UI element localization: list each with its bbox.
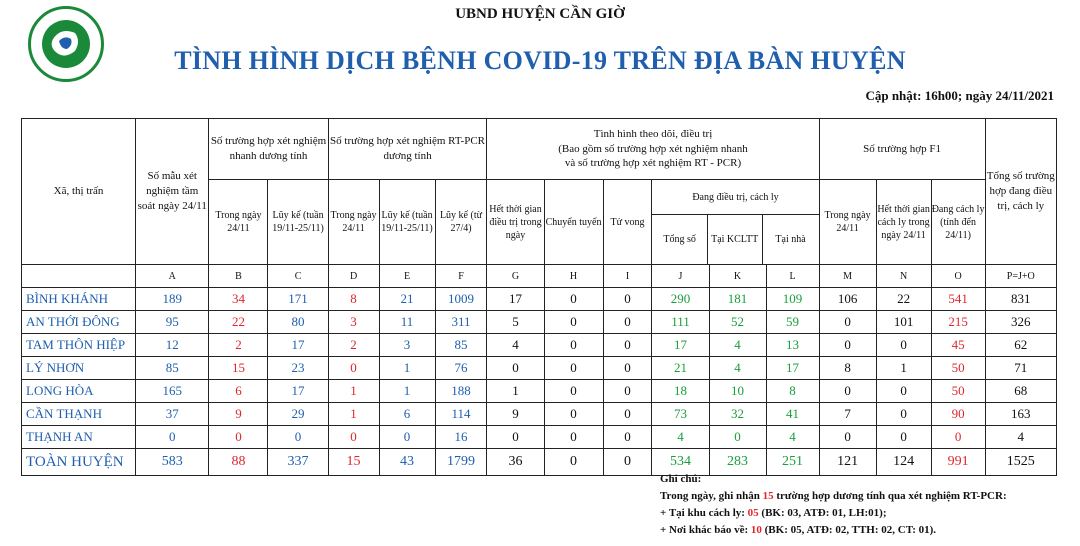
value-cell: 0 bbox=[603, 311, 652, 334]
notes-block bbox=[660, 471, 1007, 539]
value-cell: 1799 bbox=[435, 449, 487, 476]
code-cell: D bbox=[328, 265, 379, 288]
value-cell: 0 bbox=[544, 426, 603, 449]
value-cell: 0 bbox=[603, 357, 652, 380]
value-cell: 326 bbox=[985, 311, 1056, 334]
code-cell bbox=[22, 265, 136, 288]
value-cell: 73 bbox=[652, 403, 709, 426]
value-cell: 0 bbox=[544, 334, 603, 357]
organization-name: UBND HUYỆN CẦN GIỜ bbox=[455, 6, 625, 22]
value-cell: 9 bbox=[209, 403, 268, 426]
value-cell: 0 bbox=[544, 357, 603, 380]
value-cell: 0 bbox=[876, 380, 931, 403]
value-cell: 50 bbox=[931, 380, 985, 403]
value-cell: 2 bbox=[209, 334, 268, 357]
transfer-header: Chuyển tuyến bbox=[544, 180, 603, 265]
value-cell: 0 bbox=[876, 334, 931, 357]
table-row bbox=[22, 403, 1057, 426]
code-cell: P=J+O bbox=[985, 265, 1056, 288]
value-cell: 17 bbox=[766, 357, 819, 380]
value-cell: 106 bbox=[819, 288, 876, 311]
value-cell: 95 bbox=[136, 311, 209, 334]
value-cell: 0 bbox=[328, 357, 379, 380]
value-cell: 0 bbox=[544, 449, 603, 476]
value-cell: 12 bbox=[136, 334, 209, 357]
value-cell: 311 bbox=[435, 311, 487, 334]
value-cell: 1 bbox=[487, 380, 544, 403]
code-cell: F bbox=[435, 265, 487, 288]
value-cell: 1 bbox=[328, 403, 379, 426]
commune-name: TOÀN HUYỆN bbox=[22, 449, 136, 476]
code-cell: L bbox=[766, 265, 819, 288]
notes-line-2 bbox=[660, 505, 1007, 522]
value-cell: 17 bbox=[487, 288, 544, 311]
value-cell: 76 bbox=[435, 357, 487, 380]
value-cell: 13 bbox=[766, 334, 819, 357]
value-cell: 541 bbox=[931, 288, 985, 311]
value-cell: 163 bbox=[985, 403, 1056, 426]
col-samples-header: Số mẫu xét nghiệm tầm soát ngày 24/11 bbox=[136, 119, 209, 265]
value-cell: 0 bbox=[603, 334, 652, 357]
done-header: Hết thời gian điều trị trong ngày bbox=[487, 180, 544, 265]
value-cell: 4 bbox=[766, 426, 819, 449]
commune-name: CẦN THẠNH bbox=[22, 403, 136, 426]
code-cell: C bbox=[268, 265, 328, 288]
pcr-cum-week-header: Lũy kế (tuần 19/11-25/11) bbox=[379, 180, 435, 265]
code-row bbox=[22, 265, 1057, 288]
commune-name: THẠNH AN bbox=[22, 426, 136, 449]
code-cell: J bbox=[652, 265, 709, 288]
value-cell: 0 bbox=[487, 426, 544, 449]
commune-name: LÝ NHƠN bbox=[22, 357, 136, 380]
table-row bbox=[22, 380, 1057, 403]
value-cell: 0 bbox=[603, 403, 652, 426]
notes-text: Trong ngày, ghi nhận bbox=[660, 490, 763, 502]
rapid-cum-header: Lũy kế (tuần 19/11-25/11) bbox=[268, 180, 328, 265]
code-cell: G bbox=[487, 265, 544, 288]
value-cell: 17 bbox=[652, 334, 709, 357]
value-cell: 8 bbox=[328, 288, 379, 311]
group-f1-header: Số trường hợp F1 bbox=[819, 119, 985, 180]
commune-name: TAM THÔN HIỆP bbox=[22, 334, 136, 357]
value-cell: 1 bbox=[876, 357, 931, 380]
notes-count: 15 bbox=[762, 490, 774, 502]
notes-line-3 bbox=[660, 522, 1007, 539]
group-pcr-header: Số trường hợp xét nghiệm RT-PCR dương tính bbox=[328, 119, 487, 180]
code-cell: N bbox=[876, 265, 931, 288]
col-commune-header: Xã, thị trấn bbox=[22, 119, 136, 265]
value-cell: 22 bbox=[209, 311, 268, 334]
group-rapid-header: Số trường hợp xét nghiệm nhanh dương tính bbox=[209, 119, 328, 180]
code-cell: I bbox=[603, 265, 652, 288]
treating-home-header: Tại nhà bbox=[775, 234, 806, 245]
value-cell: 5 bbox=[487, 311, 544, 334]
value-cell: 41 bbox=[766, 403, 819, 426]
value-cell: 0 bbox=[544, 288, 603, 311]
value-cell: 21 bbox=[652, 357, 709, 380]
value-cell: 121 bbox=[819, 449, 876, 476]
value-cell: 32 bbox=[709, 403, 766, 426]
code-cell: O bbox=[931, 265, 985, 288]
value-cell: 45 bbox=[931, 334, 985, 357]
value-cell: 71 bbox=[985, 357, 1056, 380]
value-cell: 4 bbox=[709, 334, 766, 357]
value-cell: 68 bbox=[985, 380, 1056, 403]
rapid-today-header: Trong ngày 24/11 bbox=[209, 180, 268, 265]
code-cell: B bbox=[209, 265, 268, 288]
value-cell: 251 bbox=[766, 449, 819, 476]
code-cell: A bbox=[136, 265, 209, 288]
notes-text: trường hợp dương tính qua xét nghiệm RT-PCR: bbox=[773, 490, 1007, 502]
value-cell: 18 bbox=[652, 380, 709, 403]
col-total-header: Tổng số trường hợp đang điều trị, cách ly bbox=[985, 119, 1056, 265]
value-cell: 991 bbox=[931, 449, 985, 476]
value-cell: 4 bbox=[985, 426, 1056, 449]
f1-today-header: Trong ngày 24/11 bbox=[819, 180, 876, 265]
commune-name: BÌNH KHÁNH bbox=[22, 288, 136, 311]
value-cell: 0 bbox=[876, 403, 931, 426]
value-cell: 583 bbox=[136, 449, 209, 476]
value-cell: 0 bbox=[603, 426, 652, 449]
table-row bbox=[22, 426, 1057, 449]
value-cell: 10 bbox=[709, 380, 766, 403]
pcr-cum-since-header: Lũy kế (từ 27/4) bbox=[435, 180, 487, 265]
f1-done-header: Hết thời gian cách ly trong ngày 24/11 bbox=[876, 180, 931, 265]
treating-sum-header: Tổng số bbox=[652, 215, 707, 265]
value-cell: 0 bbox=[136, 426, 209, 449]
value-cell: 0 bbox=[709, 426, 766, 449]
code-cell: H bbox=[544, 265, 603, 288]
value-cell: 189 bbox=[136, 288, 209, 311]
table-row bbox=[22, 357, 1057, 380]
value-cell: 7 bbox=[819, 403, 876, 426]
value-cell: 111 bbox=[652, 311, 709, 334]
value-cell: 534 bbox=[652, 449, 709, 476]
group-monitor-header bbox=[487, 119, 819, 180]
value-cell: 85 bbox=[136, 357, 209, 380]
value-cell: 0 bbox=[544, 311, 603, 334]
value-cell: 0 bbox=[487, 357, 544, 380]
data-rows bbox=[22, 288, 1057, 476]
notes-count: 10 bbox=[750, 524, 762, 536]
value-cell: 17 bbox=[268, 380, 328, 403]
group-monitor-title: Tình hình theo dõi, điều trị bbox=[593, 127, 713, 140]
value-cell: 90 bbox=[931, 403, 985, 426]
group-monitor-note: (Bao gồm số trường hợp xét nghiệm nhanh và số trường hợp xét nghiệm RT - PCR) bbox=[558, 142, 748, 170]
treating-subtable bbox=[652, 180, 818, 264]
value-cell: 11 bbox=[379, 311, 435, 334]
value-cell: 283 bbox=[709, 449, 766, 476]
value-cell: 165 bbox=[136, 380, 209, 403]
value-cell: 9 bbox=[487, 403, 544, 426]
value-cell: 109 bbox=[766, 288, 819, 311]
value-cell: 23 bbox=[268, 357, 328, 380]
value-cell: 21 bbox=[379, 288, 435, 311]
covid-status-table bbox=[21, 118, 1057, 476]
update-timestamp: Cập nhật: 16h00; ngày 24/11/2021 bbox=[865, 88, 1054, 103]
table-row bbox=[22, 311, 1057, 334]
value-cell: 0 bbox=[819, 311, 876, 334]
value-cell: 36 bbox=[487, 449, 544, 476]
value-cell: 0 bbox=[544, 403, 603, 426]
treating-label: Đang điều trị, cách ly bbox=[652, 180, 818, 215]
treating-kcltt-header: Tại KCLTT bbox=[707, 215, 762, 265]
value-cell: 0 bbox=[379, 426, 435, 449]
value-cell: 50 bbox=[931, 357, 985, 380]
value-cell: 290 bbox=[652, 288, 709, 311]
header-row-1 bbox=[22, 119, 1057, 180]
value-cell: 4 bbox=[652, 426, 709, 449]
value-cell: 15 bbox=[209, 357, 268, 380]
value-cell: 2 bbox=[328, 334, 379, 357]
value-cell: 101 bbox=[876, 311, 931, 334]
value-cell: 1009 bbox=[435, 288, 487, 311]
value-cell: 831 bbox=[985, 288, 1056, 311]
notes-text: (BK: 03, ATĐ: 01, LH:01); bbox=[758, 507, 887, 519]
value-cell: 34 bbox=[209, 288, 268, 311]
value-cell: 85 bbox=[435, 334, 487, 357]
value-cell: 0 bbox=[819, 380, 876, 403]
value-cell: 29 bbox=[268, 403, 328, 426]
value-cell: 3 bbox=[328, 311, 379, 334]
value-cell: 17 bbox=[268, 334, 328, 357]
table-row bbox=[22, 288, 1057, 311]
value-cell: 0 bbox=[603, 380, 652, 403]
value-cell: 4 bbox=[709, 357, 766, 380]
value-cell: 52 bbox=[709, 311, 766, 334]
value-cell: 1 bbox=[379, 357, 435, 380]
value-cell: 6 bbox=[209, 380, 268, 403]
value-cell: 0 bbox=[819, 334, 876, 357]
code-cell: E bbox=[379, 265, 435, 288]
value-cell: 181 bbox=[709, 288, 766, 311]
commune-name: LONG HÒA bbox=[22, 380, 136, 403]
value-cell: 6 bbox=[379, 403, 435, 426]
value-cell: 3 bbox=[379, 334, 435, 357]
table-row bbox=[22, 334, 1057, 357]
value-cell: 43 bbox=[379, 449, 435, 476]
value-cell: 171 bbox=[268, 288, 328, 311]
value-cell: 0 bbox=[268, 426, 328, 449]
value-cell: 124 bbox=[876, 449, 931, 476]
value-cell: 188 bbox=[435, 380, 487, 403]
value-cell: 1 bbox=[379, 380, 435, 403]
value-cell: 8 bbox=[766, 380, 819, 403]
notes-text: + Tại khu cách ly: bbox=[660, 507, 748, 519]
value-cell: 1525 bbox=[985, 449, 1056, 476]
value-cell: 8 bbox=[819, 357, 876, 380]
value-cell: 37 bbox=[136, 403, 209, 426]
value-cell: 22 bbox=[876, 288, 931, 311]
value-cell: 62 bbox=[985, 334, 1056, 357]
value-cell: 4 bbox=[487, 334, 544, 357]
value-cell: 15 bbox=[328, 449, 379, 476]
value-cell: 1 bbox=[328, 380, 379, 403]
value-cell: 88 bbox=[209, 449, 268, 476]
value-cell: 0 bbox=[603, 449, 652, 476]
value-cell: 0 bbox=[209, 426, 268, 449]
code-cell: K bbox=[709, 265, 766, 288]
value-cell: 80 bbox=[268, 311, 328, 334]
f1-current-header: Đang cách ly (tính đến 24/11) bbox=[931, 180, 985, 265]
value-cell: 0 bbox=[931, 426, 985, 449]
commune-name: AN THỚI ĐÔNG bbox=[22, 311, 136, 334]
pcr-today-header: Trong ngày 24/11 bbox=[328, 180, 379, 265]
value-cell: 337 bbox=[268, 449, 328, 476]
value-cell: 0 bbox=[328, 426, 379, 449]
value-cell: 0 bbox=[544, 380, 603, 403]
treating-header bbox=[652, 180, 819, 265]
value-cell: 215 bbox=[931, 311, 985, 334]
value-cell: 0 bbox=[603, 288, 652, 311]
code-cell: M bbox=[819, 265, 876, 288]
value-cell: 0 bbox=[876, 426, 931, 449]
notes-line-1 bbox=[660, 488, 1007, 505]
death-header: Tử vong bbox=[603, 180, 652, 265]
notes-text: + Nơi khác báo về: bbox=[660, 524, 751, 536]
page-title: TÌNH HÌNH DỊCH BỆNH COVID-19 TRÊN ĐỊA BÀN HUYỆN bbox=[174, 46, 906, 75]
value-cell: 114 bbox=[435, 403, 487, 426]
notes-title: Ghi chú: bbox=[660, 473, 702, 485]
value-cell: 16 bbox=[435, 426, 487, 449]
value-cell: 59 bbox=[766, 311, 819, 334]
notes-text: (BK: 05, ATĐ: 02, TTH: 02, CT: 01). bbox=[761, 524, 937, 536]
notes-count: 05 bbox=[747, 507, 759, 519]
value-cell: 0 bbox=[819, 426, 876, 449]
